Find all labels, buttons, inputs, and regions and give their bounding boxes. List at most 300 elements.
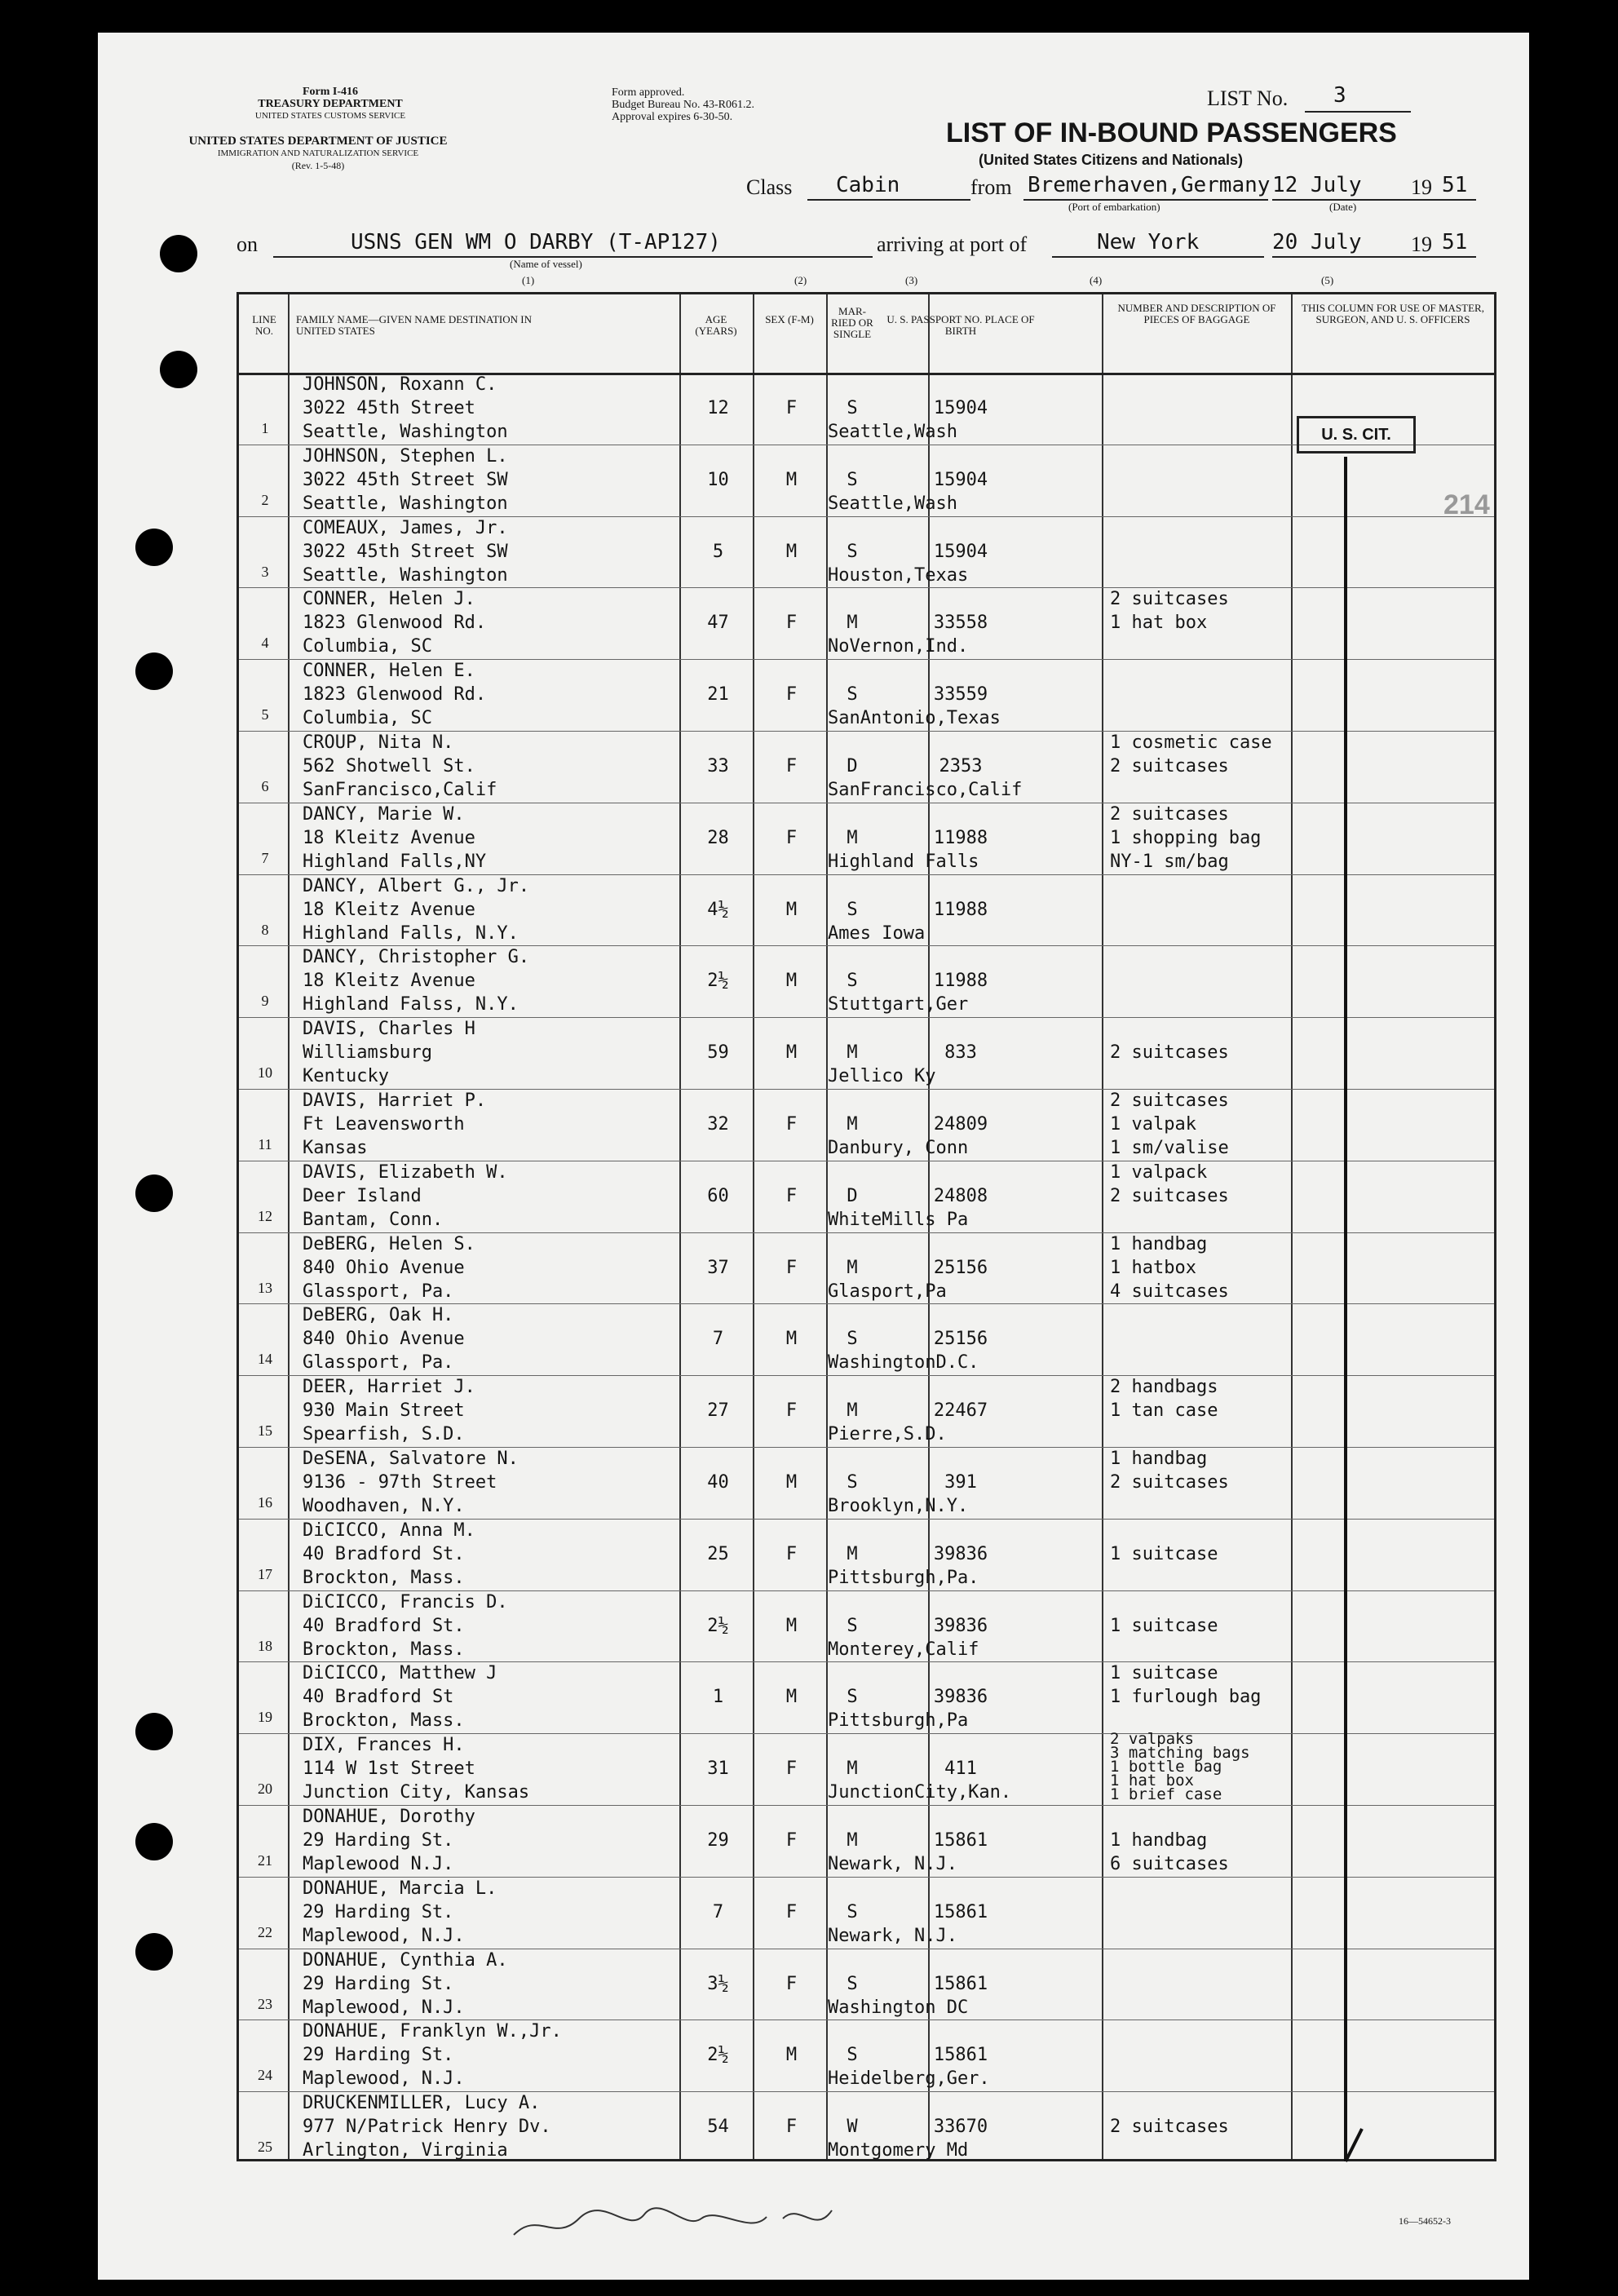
passenger-address: 29 Harding St. [303, 2045, 454, 2066]
marital-status: S [847, 2045, 858, 2066]
line-number: 6 [261, 778, 269, 794]
passenger-age: 54 [707, 2117, 729, 2138]
baggage-item: 2 handbags [1110, 1377, 1218, 1398]
place-of-birth: Seattle,Wash [828, 493, 957, 514]
line-number: 21 [258, 1852, 272, 1869]
passenger-sex: F [785, 756, 798, 776]
passenger-name: DEER, Harriet J. [303, 1377, 475, 1398]
passenger-name: DIX, Frances H. [303, 1735, 465, 1756]
punch-hole [135, 653, 173, 690]
place-of-birth: Monterey,Calif [828, 1639, 979, 1660]
passenger-city: Highland Falls,NY [303, 851, 487, 872]
approval-line: Approval expires 6-30-50. [612, 111, 733, 123]
passport-number: 833 [944, 1042, 977, 1064]
passport-number: 22467 [933, 1400, 988, 1422]
passenger-address: 114 W 1st Street [303, 1758, 475, 1780]
marital-status: S [847, 398, 858, 418]
passenger-city: Brockton, Mass. [303, 1710, 465, 1732]
date1-line [1272, 199, 1476, 201]
passenger-address: 18 Kleitz Avenue [303, 827, 475, 848]
line-number: 2 [261, 491, 269, 508]
place-of-birth: Brooklyn,N.Y. [828, 1496, 969, 1516]
handwritten-signature [506, 2186, 848, 2251]
page-title: LIST OF IN-BOUND PASSENGERS [946, 117, 1397, 148]
passenger-sex: F [785, 1758, 798, 1780]
table-row [239, 1877, 1494, 1949]
passenger-name: DRUCKENMILLER, Lucy A. [303, 2093, 541, 2114]
table-row [239, 1661, 1494, 1734]
marital-status: M [847, 1114, 858, 1135]
marital-status: W [847, 2117, 858, 2138]
passenger-sex: M [785, 2045, 798, 2066]
passenger-age: 2½ [707, 1615, 729, 1636]
baggage-item: 1 hat box [1110, 613, 1208, 634]
passenger-city: Maplewood, N.J. [303, 1997, 465, 2018]
place-of-birth: Montgomery Md [828, 2140, 969, 2161]
place-of-birth: Heidelberg,Ger. [828, 2068, 990, 2090]
marital-status: M [847, 1257, 858, 1278]
table-row [239, 1161, 1494, 1233]
date1-day: 12 July [1272, 173, 1362, 197]
passenger-name: DONAHUE, Cynthia A. [303, 1949, 508, 1971]
passenger-address: 29 Harding St. [303, 1973, 454, 1994]
passenger-age: 2½ [707, 971, 729, 992]
place-of-birth: SanFrancisco,Calif [828, 780, 1023, 800]
baggage-item: 4 suitcases [1110, 1281, 1229, 1302]
line-number: 10 [258, 1064, 272, 1082]
baggage-item: 1 valpak [1110, 1114, 1196, 1135]
passenger-address: 29 Harding St. [303, 1830, 454, 1851]
place-of-birth: Jellico Ky [828, 1066, 936, 1087]
passenger-sex: M [785, 1329, 798, 1350]
line-number: 16 [258, 1494, 272, 1511]
punch-hole [135, 1175, 173, 1212]
from-value: Bremerhaven,Germany [1028, 173, 1271, 197]
passenger-name: DAVIS, Harriet P. [303, 1090, 487, 1111]
baggage-item: 1 suitcase [1110, 1663, 1218, 1684]
baggage-item: 1 furlough bag [1110, 1687, 1262, 1708]
marital-status: M [847, 1543, 858, 1564]
line-number: 24 [258, 2067, 272, 2084]
passenger-sex: M [785, 469, 798, 490]
passenger-age: 59 [707, 1042, 729, 1064]
baggage-item: 2 suitcases [1110, 803, 1229, 825]
passenger-name: DeBERG, Oak H. [303, 1305, 454, 1326]
port-line [1052, 256, 1264, 258]
place-of-birth: Pittsburgh,Pa. [828, 1567, 979, 1588]
place-of-birth: Pittsburgh,Pa [828, 1710, 969, 1732]
marital-status: S [847, 1329, 858, 1350]
passenger-city: Maplewood, N.J. [303, 2068, 465, 2090]
table-row [239, 587, 1494, 660]
passport-number: 411 [944, 1758, 977, 1780]
passenger-age: 47 [707, 613, 729, 634]
date2-day: 20 July [1272, 230, 1362, 254]
place-of-birth: Highland Falls [828, 851, 979, 872]
passenger-name: CONNER, Helen J. [303, 589, 475, 610]
form-block [232, 86, 428, 122]
table-row [239, 731, 1494, 803]
marital-status: S [847, 469, 858, 490]
passenger-age: 1 [712, 1687, 724, 1708]
class-value: Cabin [836, 173, 900, 197]
form-number: Form I-416 [302, 86, 359, 98]
header-name: FAMILY NAME—GIVEN NAME DESTINATION IN UNITED STATES [296, 313, 533, 337]
us-citizen-stamp: U. S. CIT. [1297, 416, 1416, 453]
passenger-table [237, 292, 1496, 2161]
passenger-name: DeBERG, Helen S. [303, 1233, 475, 1254]
passenger-sex: F [785, 1901, 798, 1922]
passport-number: 15904 [933, 541, 988, 562]
line-number: 7 [261, 849, 269, 866]
passport-number: 33558 [933, 613, 988, 634]
header-sex: SEX (F-M) [765, 313, 814, 325]
passport-number: 15861 [933, 1973, 988, 1994]
place-of-birth: Glasport,Pa [828, 1281, 947, 1302]
marital-status: S [847, 1687, 858, 1708]
table-row [239, 1949, 1494, 2021]
marital-status: S [847, 1901, 858, 1922]
passenger-city: Brockton, Mass. [303, 1567, 465, 1588]
passenger-age: 60 [707, 1185, 729, 1206]
arriving-label: arriving at port of [877, 232, 1028, 256]
passenger-address: 3022 45th Street SW [303, 541, 508, 562]
passenger-name: DANCY, Albert G., Jr. [303, 875, 530, 896]
passenger-sex: F [785, 398, 798, 418]
passenger-city: Junction City, Kansas [303, 1782, 530, 1803]
passenger-name: CROUP, Nita N. [303, 732, 454, 753]
line-number: 20 [258, 1781, 272, 1798]
marital-status: M [847, 1042, 858, 1064]
passport-number: 25156 [933, 1257, 988, 1278]
passenger-address: Deer Island [303, 1185, 422, 1206]
passenger-address: 840 Ohio Avenue [303, 1329, 465, 1350]
passenger-address: 840 Ohio Avenue [303, 1257, 465, 1278]
passenger-city: Seattle, Washington [303, 493, 508, 514]
baggage-item: 1 cosmetic case [1110, 732, 1272, 753]
passenger-age: 21 [707, 684, 729, 706]
table-row [239, 2020, 1494, 2092]
marital-status: S [847, 899, 858, 920]
passenger-name: CONNER, Helen E. [303, 661, 475, 682]
passenger-sex: F [785, 1400, 798, 1422]
header-age: AGE (YEARS) [695, 313, 737, 337]
baggage-item: 1 handbag [1110, 1449, 1208, 1469]
customs-service: UNITED STATES CUSTOMS SERVICE [254, 111, 406, 121]
baggage-item: 1 hat box [1110, 1772, 1194, 1790]
passenger-name: COMEAUX, James, Jr. [303, 517, 508, 538]
table-row [239, 1519, 1494, 1591]
passenger-city: Columbia, SC [303, 636, 432, 657]
passenger-sex: F [785, 827, 798, 848]
baggage-item: 2 suitcases [1110, 1042, 1229, 1064]
line-number: 11 [258, 1136, 272, 1152]
table-row [239, 1089, 1494, 1161]
baggage-item: 2 suitcases [1110, 1472, 1229, 1493]
table-header [239, 294, 1494, 375]
passenger-address: 18 Kleitz Avenue [303, 899, 475, 920]
passenger-age: 25 [707, 1543, 729, 1564]
passenger-age: 10 [707, 469, 729, 490]
place-of-birth: JunctionCity,Kan. [828, 1782, 1012, 1803]
passenger-name: DiCICCO, Matthew J [303, 1663, 497, 1684]
passport-number: 39836 [933, 1543, 988, 1564]
baggage-item: 2 suitcases [1110, 2117, 1229, 2138]
passenger-sex: M [785, 1615, 798, 1636]
baggage-item: 1 sm/valise [1110, 1138, 1229, 1158]
footer-code: 16—54652-3 [1399, 2215, 1451, 2227]
marital-status: S [847, 1615, 858, 1636]
place-of-birth: Ames Iowa [828, 922, 926, 944]
passenger-age: 28 [707, 827, 729, 848]
passenger-age: 31 [707, 1758, 729, 1780]
passenger-age: 40 [707, 1472, 729, 1493]
passenger-age: 27 [707, 1400, 729, 1422]
passenger-sex: F [785, 1973, 798, 1994]
list-no-line [1305, 111, 1411, 113]
line-number: 9 [261, 993, 269, 1010]
justice-dept: UNITED STATES DEPARTMENT OF JUSTICE [188, 135, 448, 148]
passport-number: 33670 [933, 2117, 988, 2138]
passenger-address: 40 Bradford St. [303, 1615, 465, 1636]
passenger-city: Maplewood, N.J. [303, 1925, 465, 1946]
passenger-sex: F [785, 1114, 798, 1135]
line-number: 13 [258, 1279, 272, 1296]
place-of-birth: Newark, N.J. [828, 1854, 957, 1874]
date2-year-prefix: 19 [1411, 232, 1432, 256]
passport-number: 11988 [933, 971, 988, 992]
on-label: on [237, 232, 258, 256]
passenger-address: Williamsburg [303, 1042, 432, 1064]
passport-number: 15861 [933, 1830, 988, 1851]
manifest-page [98, 33, 1529, 2280]
marital-status: D [847, 1185, 858, 1206]
passenger-city: Seattle, Washington [303, 564, 508, 586]
passport-number: 15904 [933, 398, 988, 418]
line-number: 5 [261, 706, 269, 723]
passenger-city: Kansas [303, 1138, 368, 1158]
passenger-sex: M [785, 971, 798, 992]
baggage-item: 1 tan case [1110, 1400, 1218, 1422]
col-number: (3) [905, 274, 918, 286]
baggage-item: 2 suitcases [1110, 756, 1229, 776]
passenger-city: Columbia, SC [303, 708, 432, 729]
passenger-address: 930 Main Street [303, 1400, 465, 1422]
table-row [239, 874, 1494, 947]
marital-status: M [847, 827, 858, 848]
passenger-sex: M [785, 1042, 798, 1064]
place-of-birth: WhiteMills Pa [828, 1209, 969, 1230]
passenger-sex: M [785, 541, 798, 562]
baggage-item: 1 bottle bag [1110, 1758, 1222, 1776]
table-row [239, 803, 1494, 875]
passport-number: 39836 [933, 1687, 988, 1708]
passenger-address: 9136 - 97th Street [303, 1472, 497, 1493]
baggage-item: 1 hatbox [1110, 1257, 1196, 1278]
baggage-item: 1 suitcase [1110, 1543, 1218, 1564]
passenger-address: 977 N/Patrick Henry Dv. [303, 2117, 551, 2138]
passenger-sex: M [785, 1687, 798, 1708]
line-number: 19 [258, 1709, 272, 1726]
from-caption: (Port of embarkation) [1068, 201, 1160, 213]
passenger-age: 33 [707, 756, 729, 776]
passport-number: 2353 [939, 756, 983, 776]
marital-status: M [847, 613, 858, 634]
revision: (Rev. 1-5-48) [291, 160, 345, 171]
passenger-city: Bantam, Conn. [303, 1209, 444, 1230]
passport-number: 33559 [933, 684, 988, 706]
passenger-address: 3022 45th Street [303, 398, 475, 418]
table-row [239, 516, 1494, 589]
place-of-birth: Pierre,S.D. [828, 1424, 947, 1445]
header-officers: THIS COLUMN FOR USE OF MASTER, SURGEON, AND U. S. OFFICERS [1302, 302, 1484, 325]
from-label: from [970, 175, 1012, 199]
passenger-address: 29 Harding St. [303, 1901, 454, 1922]
table-row [239, 1303, 1494, 1376]
col-number: (4) [1090, 274, 1103, 286]
passenger-name: JOHNSON, Stephen L. [303, 445, 508, 467]
passport-number: 24808 [933, 1185, 988, 1206]
passenger-name: DONAHUE, Marcia L. [303, 1878, 497, 1899]
table-row [239, 1805, 1494, 1878]
passport-number: 24809 [933, 1114, 988, 1135]
check-line [1321, 457, 1370, 2170]
approval-block [612, 86, 807, 123]
ins-service: IMMIGRATION AND NATURALIZATION SERVICE [217, 148, 419, 158]
passenger-address: 1823 Glenwood Rd. [303, 684, 487, 706]
passenger-age: 4½ [707, 899, 729, 920]
header-baggage: NUMBER AND DESCRIPTION OF PIECES OF BAGGAGE [1117, 302, 1276, 325]
passenger-city: Woodhaven, N.Y. [303, 1496, 465, 1516]
passport-number: 25156 [933, 1329, 988, 1350]
passenger-city: Highland Falss, N.Y. [303, 994, 519, 1015]
line-number: 15 [258, 1422, 272, 1440]
baggage-item: 2 suitcases [1110, 1090, 1229, 1111]
passenger-address: 40 Bradford St [303, 1687, 454, 1708]
passenger-name: DiCICCO, Anna M. [303, 1520, 475, 1541]
baggage-item: 1 handbag [1110, 1830, 1208, 1851]
baggage-item: 1 valpack [1110, 1161, 1208, 1183]
place-of-birth: Houston,Texas [828, 564, 969, 586]
page-subtitle: (United States Citizens and Nationals) [979, 152, 1244, 168]
list-no-label: LIST No. [1207, 86, 1289, 110]
table-row [239, 945, 1494, 1018]
table-row [239, 1017, 1494, 1090]
passenger-sex: M [785, 899, 798, 920]
date2-year: 51 [1442, 230, 1468, 254]
passenger-address: 18 Kleitz Avenue [303, 971, 475, 992]
date1-year: 51 [1442, 173, 1468, 197]
table-row [239, 1590, 1494, 1663]
passenger-sex: F [785, 2117, 798, 2138]
punch-hole [160, 351, 197, 388]
header-line: LINE NO. [252, 313, 276, 337]
place-of-birth: SanAntonio,Texas [828, 708, 1001, 729]
passport-number: 11988 [933, 827, 988, 848]
passenger-age: 7 [712, 1901, 724, 1922]
class-label: Class [746, 175, 793, 199]
treasury-dept: TREASURY DEPARTMENT [258, 98, 403, 110]
passenger-age: 12 [707, 398, 729, 418]
marital-status: S [847, 971, 858, 992]
header-married: MAR-RIED OR SINGLE [831, 305, 873, 340]
margin-number: 214 [1443, 489, 1490, 520]
passenger-city: Seattle, Washington [303, 422, 508, 442]
passenger-name: DeSENA, Salvatore N. [303, 1449, 519, 1469]
col-number: (1) [522, 274, 535, 286]
port-value: New York [1097, 230, 1200, 254]
table-row [239, 2091, 1494, 2163]
table-row [239, 659, 1494, 732]
line-number: 22 [258, 1923, 272, 1940]
passenger-city: Highland Falls, N.Y. [303, 922, 519, 944]
place-of-birth: Newark, N.J. [828, 1925, 957, 1946]
header-passport: U. S. PASSPORT NO. PLACE OF BIRTH [886, 313, 1035, 337]
passenger-sex: F [785, 1185, 798, 1206]
marital-status: S [847, 1472, 858, 1493]
passenger-city: Spearfish, S.D. [303, 1424, 465, 1445]
passenger-city: Glassport, Pa. [303, 1281, 454, 1302]
marital-status: S [847, 541, 858, 562]
place-of-birth: NoVernon,Ind. [828, 636, 969, 657]
date2-line [1272, 256, 1476, 258]
passport-number: 15861 [933, 1901, 988, 1922]
marital-status: M [847, 1400, 858, 1422]
date1-year-prefix: 19 [1411, 175, 1432, 199]
table-row [239, 445, 1494, 517]
passenger-name: DONAHUE, Franklyn W.,Jr. [303, 2021, 562, 2042]
passport-number: 11988 [933, 899, 988, 920]
passport-number: 15861 [933, 2045, 988, 2066]
approval-line: Budget Bureau No. 43-R061.2. [612, 99, 754, 111]
line-number: 3 [261, 563, 269, 580]
baggage-item: 3 matching bags [1110, 1744, 1250, 1763]
passenger-city: Kentucky [303, 1066, 389, 1087]
line-number: 1 [261, 420, 269, 436]
passport-number: 391 [944, 1472, 977, 1493]
marital-status: S [847, 684, 858, 706]
passenger-age: 2½ [707, 2045, 729, 2066]
approval-line: Form approved. [612, 86, 685, 99]
punch-hole [135, 529, 173, 566]
passenger-name: DAVIS, Charles H [303, 1019, 475, 1040]
place-of-birth: Danbury, Conn [828, 1138, 969, 1158]
col-number: (2) [794, 274, 807, 286]
passenger-age: 32 [707, 1114, 729, 1135]
class-line [807, 199, 970, 201]
passenger-address: 40 Bradford St. [303, 1543, 465, 1564]
punch-hole [135, 1823, 173, 1860]
place-of-birth: WashingtonD.C. [828, 1352, 979, 1374]
passenger-sex: F [785, 684, 798, 706]
passenger-sex: F [785, 1543, 798, 1564]
list-no-value: 3 [1333, 83, 1346, 108]
justice-block [130, 135, 506, 172]
passenger-name: DANCY, Christopher G. [303, 947, 530, 968]
passport-number: 39836 [933, 1615, 988, 1636]
passenger-age: 3½ [707, 1973, 729, 1994]
passenger-city: Maplewood N.J. [303, 1854, 454, 1874]
baggage-item: 1 handbag [1110, 1233, 1208, 1254]
passenger-city: Arlington, Virginia [303, 2140, 508, 2161]
passenger-age: 37 [707, 1257, 729, 1278]
passenger-name: DONAHUE, Dorothy [303, 1807, 475, 1827]
line-number: 25 [258, 2139, 272, 2156]
marital-status: M [847, 1758, 858, 1780]
passenger-city: Brockton, Mass. [303, 1639, 465, 1660]
baggage-item: 1 suitcase [1110, 1615, 1218, 1636]
passport-number: 15904 [933, 469, 988, 490]
